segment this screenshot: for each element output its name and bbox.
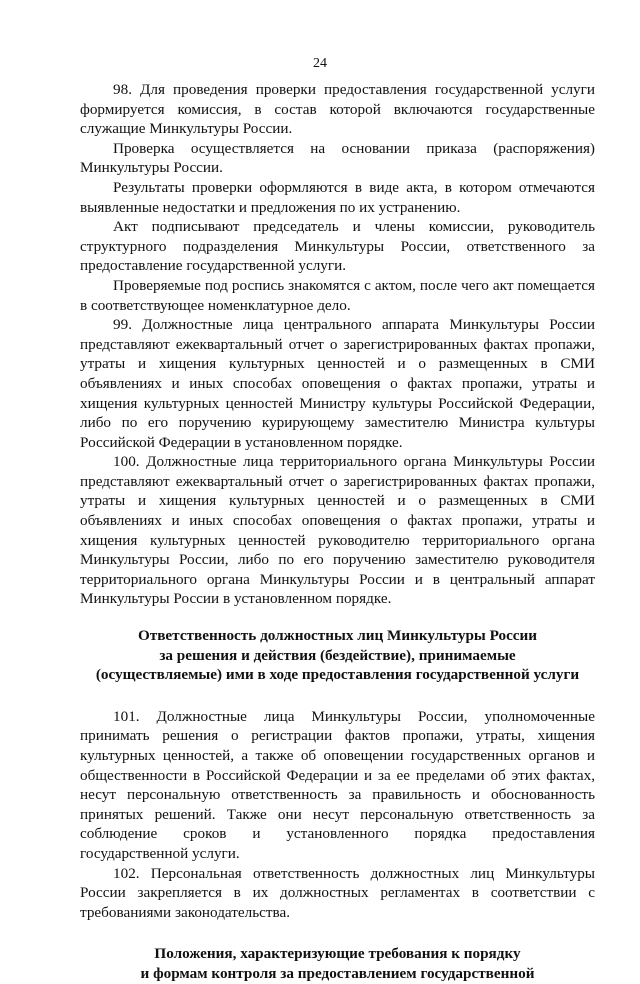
- paragraph-act-filing: Проверяемые под роспись знакомятся с актом, после чего акт помещается в соответствующее номенклатурное дело.: [80, 276, 595, 314]
- paragraph-98: 98. Для проведения проверки предоставления государственной услуги формируется комиссия, в состав которой включаются государственные служащие Минкультуры России.: [80, 81, 595, 138]
- paragraph-100: 100. Должностные лица территориального органа Минкультуры России представляют ежеквартальный отчет о зарегистрированных фактах пропажи, утраты и хищения культурных ценностей и о размещенных в СМИ объявлениях и иных способах оповещения о фактах пропажи, утраты и хищения культурных ценностей руководителю территориального органа Минкультуры России, либо по его поручению заместителю руководителя территориального органа Минкультуры России и в центральный аппарат Минкультуры России в установленном порядке.: [80, 453, 595, 608]
- paragraph-102: 102. Персональная ответственность должностных лиц Минкультуры России закрепляется в их должностных регламентах в соответствии с требованиями законодательства.: [80, 864, 595, 921]
- heading-provisions-line-1: Положения, характеризующие требования к порядку: [154, 945, 521, 963]
- section-heading-provisions: [80, 944, 595, 983]
- page-number: 24: [313, 56, 327, 71]
- paragraph-check-results: Результаты проверки оформляются в виде акта, в котором отмечаются выявленные недостатки и предложения по их устранению.: [80, 178, 595, 216]
- heading-responsibility-line-1: Ответственность должностных лиц Минкультуры России: [137, 627, 538, 645]
- document-body: [80, 80, 595, 984]
- heading-responsibility-line-2: за решения и действия (бездействие), принимаемые: [159, 646, 516, 664]
- section-heading-responsibility: [80, 626, 595, 685]
- paragraph-101: 101. Должностные лица Минкультуры России, уполномоченные принимать решения о регистрации фактов пропажи, утраты, хищения культурных ценностей, а также об оповещении государственных органов и общественности в Российской Федерации и за ее пределами об этих фактах, несут персональную ответственность за правильность и обоснованность принятых решений. Также они несут персональную ответственность за соблюдение сроков и установленного порядка предоставления государственной услуги.: [80, 707, 595, 862]
- heading-responsibility-line-3: (осуществляемые) ими в ходе предоставления государственной услуги: [95, 666, 580, 684]
- paragraph-check-basis: Проверка осуществляется на основании приказа (распоряжения) Минкультуры России.: [80, 139, 595, 177]
- heading-provisions-line-2: и формам контроля за предоставлением государственной: [140, 964, 535, 982]
- paragraph-99: 99. Должностные лица центрального аппарата Минкультуры России представляют ежеквартальный отчет о зарегистрированных фактах пропажи, утраты и хищения культурных ценностей и о размещенных в СМИ объявлениях и иных способах оповещения о фактах пропажи, утраты и хищения культурных ценностей Министру культуры Российской Федерации, либо по его поручению курирующему заместителю Министра культуры Российской Федерации в установленном порядке.: [80, 316, 595, 451]
- paragraph-act-signers: Акт подписывают председатель и члены комиссии, руководитель структурного подразделения Минкультуры России, ответственного за предоставление государственной услуги.: [80, 218, 595, 275]
